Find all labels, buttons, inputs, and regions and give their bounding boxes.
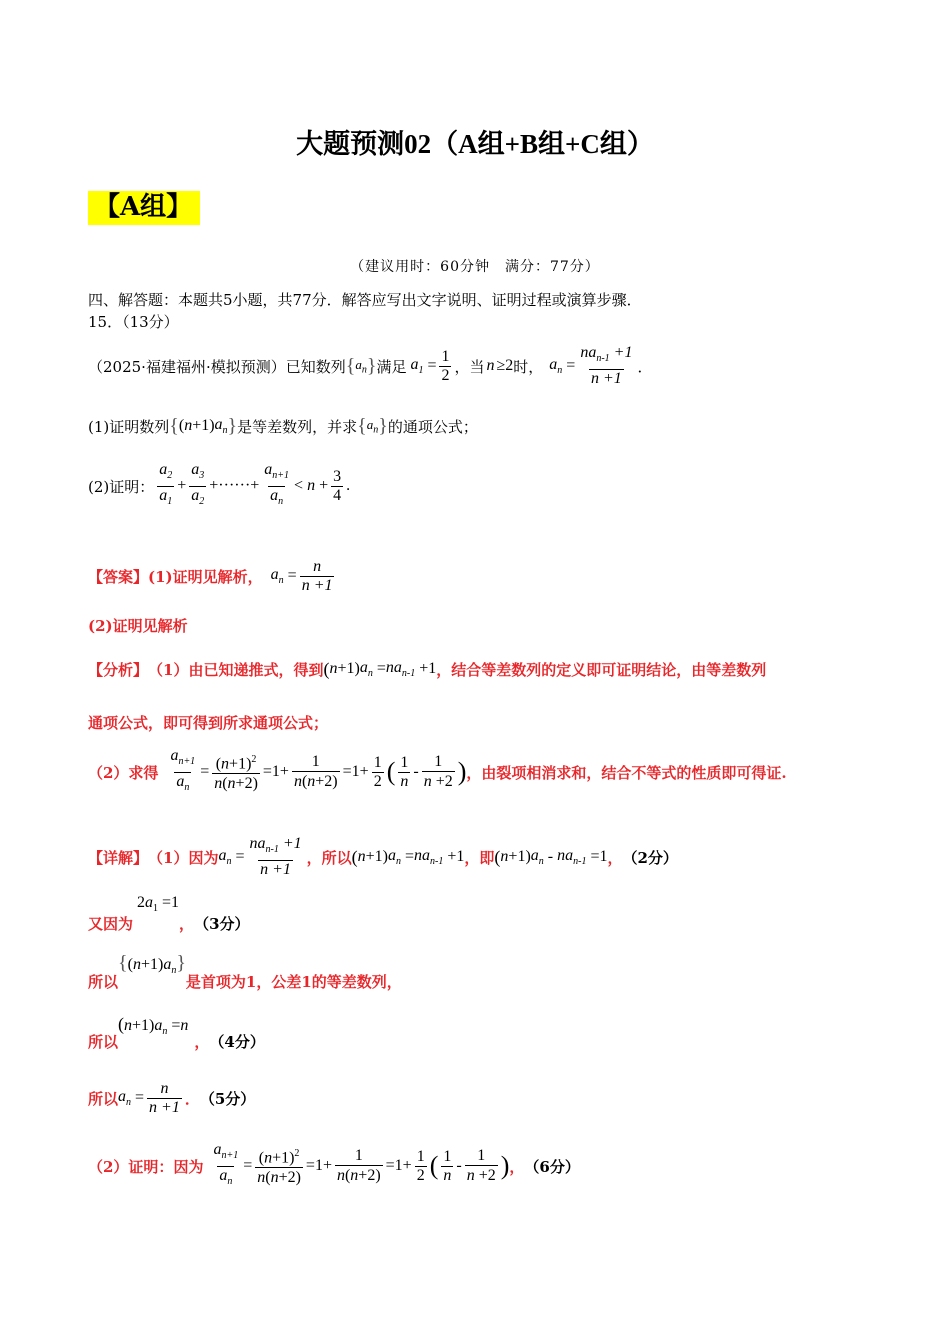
question-statement: （2025·福建福州·模拟预测）已知数列 { $a_n$ } 满足 $a_1$ = $\frac{1}{2}$ ，当 n ≥2 时， $a_n$ = $\frac{na_{n-1} +1}{n +1}$ ． [88,344,653,387]
detail-step2: 又因为 $2a_1 =1$ ， （3分） [88,894,250,933]
question-part2: (2)证明： $\frac{a_2}{a_1}$ + $\frac{a_3}{a_2}$ +······+ $\frac{a_{n+1}}{a_n}$ < n + $\frac{3}{4}$ . [88,462,350,510]
analysis-line2: 通项公式，即可得到所求通项公式； [88,714,329,732]
question-number: 15．（13分） [88,313,179,331]
detail-step4: 所以 $(n+1)a_n =n$ ， （4分） [88,1014,265,1051]
detail-label: 【详解】 [88,848,149,867]
question-source: （2025·福建福州·模拟预测）已知数列 [88,357,346,376]
time-note: （建议用时：60分钟 满分：77分） [350,259,600,275]
analysis-label: 【分析】 [88,660,149,679]
answer-label: 【答案】 [88,567,149,586]
detail-step1: 【详解】 （1）因为 $a_n$ = $\frac{na_{n-1} +1}{n +1}$ ，所以 ( n +1) $a_n$ = $na_{n-1}$ +1 ，即 ( n +1) $a_n$ - $na_{n-1}$ =1 ， （2分） [88,835,678,878]
page-title: 大题预测02（A组+B组+C组） [296,129,654,159]
detail-step3: 所以 $\{(n+1)a_n\}$ 是首项为1，公差1的等差数列， [88,952,402,991]
detail-step5: 所以 $a_n$ = $\frac{n}{n +1}$ ． （5分） [88,1079,256,1116]
analysis-line1: 【分析】 （1）由已知递推式，得到 ( n +1) $a_n$ = $na_{n-1}$ +1 ，结合等差数列的定义即可证明结论，由等差数列 [88,658,767,680]
answer-part1: 【答案】 (1)证明见解析， $a_n$ = $\frac{n}{n +1}$ [88,557,333,594]
section-heading: 四、解答题：本题共5小题，共77分．解答应写出文字说明、证明过程或演算步骤． [88,291,642,309]
analysis-line3: （2）求得 $\frac{a_{n+1}}{a_n}$ = $\frac{(n+1)^2}{n(n+2)}$ =1+ $\frac{1}{n(n+2)}$ =1+ $\frac{1}{2}$ ( $\frac{1}{n}$ - $\frac{1}{n +2}$ ) ，由裂项相消求和，结合不等式的性质即可得证. [88,746,787,798]
group-label-a: 【A组】 [88,191,200,225]
answer-part2: (2)证明见解析 [88,617,188,635]
question-part1: (1)证明数列 { ( n +1) $a_n$ } 是等差数列，并求 { $a_n$ } 的通项公式； [88,414,478,437]
detail-step6: （2）证明：因为 $\frac{a_{n+1}}{a_n}$ = $\frac{(n+1)^2}{n(n+2)}$ =1+ $\frac{1}{n(n+2)}$ =1+ $\frac{1}{2}$ ( $\frac{1}{n}$ - $\frac{1}{n +2}$ ) ， （6分） [88,1140,580,1192]
